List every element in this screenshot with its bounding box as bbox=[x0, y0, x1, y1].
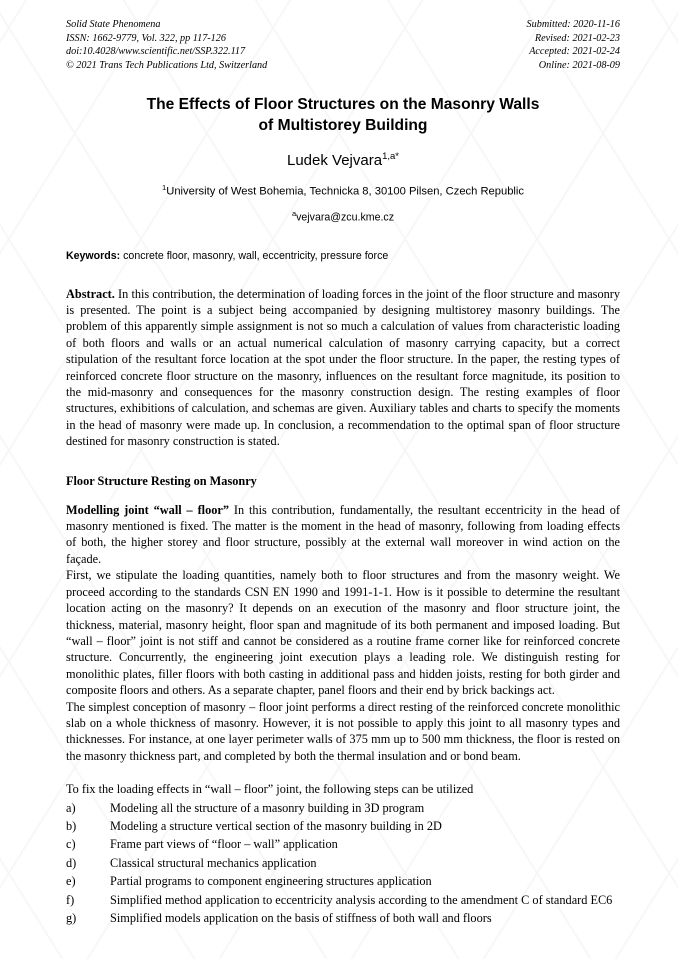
list-item-text: Partial programs to component engineering structures application bbox=[110, 874, 432, 889]
journal-header-left bbox=[66, 18, 267, 72]
paragraph-loading-quantities bbox=[66, 567, 620, 698]
list-item-marker: a) bbox=[66, 800, 76, 815]
date-accepted: Accepted: 2021-02-24 bbox=[529, 46, 620, 58]
keywords-values: concrete floor, masonry, wall, eccentricity, pressure force bbox=[123, 249, 389, 262]
paragraph-lead-label: Modelling joint “wall – floor” bbox=[66, 502, 229, 517]
author-line bbox=[66, 151, 620, 169]
paper-title-line-2: of Multistorey Building bbox=[258, 117, 428, 135]
abstract-text: In this contribution, the determination of loading forces in the joint of the floor structure and masonry is presented. The point is a subject being accompanied by designing multistorey masonry buildings. The problem of this apparently simple assignment is not so much a calculation of values from characteristic loading of both floors and walls or an actual numerical calculation of masonry carrying capacity, but a correct stipulation of the resultant force location at the spot under the floor structure. In the paper, the resting types of reinforced concrete floor structure on the masonry, influences on the resultant force magnitude, its position to the mid-masonry and consequences for the masonry construction design. The resting examples of floor structures, exhibitions of calculation, and schemas are given. Auxiliary tables and charts to specify the moments in the head of masonry were made up. In conclusion, a recommendation to the optimal span of floor structure destined for masonry construction is stated. bbox=[66, 286, 620, 449]
paragraph-text: The simplest conception of masonry – floor joint performs a direct resting of the reinforced concrete monolithic slab on a whole thickness of masonry. However, it is not possible to apply this joint to all masonry types and thicknesses. For instance, at one layer perimeter walls of 375 mm up to 500 mm thickness, the floor is rested on the masonry thickness part, and completed by both the thermal insulation and or bond beam. bbox=[66, 699, 620, 763]
journal-header bbox=[66, 18, 620, 72]
list-item-text: Modeling all the structure of a masonry building in 3D program bbox=[110, 800, 425, 815]
list-item-marker: f) bbox=[66, 892, 75, 907]
list-item bbox=[66, 836, 620, 852]
keywords-label: Keywords: bbox=[66, 249, 121, 262]
list-item-text: Classical structural mechanics application bbox=[110, 855, 317, 870]
list-item-marker: c) bbox=[66, 837, 76, 852]
email-superscript: a bbox=[291, 209, 297, 219]
list-item-text: Simplified method application to eccentricity analysis according to the amendment C of standard EC6 bbox=[110, 892, 613, 907]
paragraph-modelling-joint bbox=[66, 502, 620, 568]
author-email-line bbox=[66, 209, 620, 224]
journal-name: Solid State Phenomena bbox=[66, 19, 161, 30]
list-item bbox=[66, 855, 620, 871]
list-item bbox=[66, 873, 620, 889]
affiliation-text: University of West Bohemia, Technicka 8, 30100 Pilsen, Czech Republic bbox=[166, 186, 524, 199]
list-item bbox=[66, 892, 620, 908]
author-email: vejvara@zcu.kme.cz bbox=[296, 211, 394, 224]
list-item bbox=[66, 910, 620, 926]
affiliation-line bbox=[66, 183, 620, 198]
list-item-marker: b) bbox=[66, 818, 77, 833]
keywords-line bbox=[66, 250, 620, 262]
affiliation-superscript: 1 bbox=[162, 183, 167, 193]
paragraph-simplest-conception bbox=[66, 699, 620, 765]
paper-title-line-1: The Effects of Floor Structures on the Masonry Walls bbox=[146, 96, 540, 114]
journal-header-right bbox=[527, 18, 620, 72]
list-item-marker: g) bbox=[66, 911, 77, 926]
steps-intro: To fix the loading effects in “wall – floor” joint, the following steps can be utilized bbox=[66, 782, 474, 797]
author-name: Ludek Vejvara bbox=[287, 152, 383, 170]
journal-copyright: © 2021 Trans Tech Publications Ltd, Switzerland bbox=[66, 59, 268, 71]
author-superscript: 1,a* bbox=[382, 151, 399, 163]
date-submitted: Submitted: 2020-11-16 bbox=[526, 19, 620, 30]
list-item-marker: d) bbox=[66, 855, 77, 870]
list-item bbox=[66, 818, 620, 834]
abstract-paragraph bbox=[66, 286, 620, 450]
journal-issn-volume: ISSN: 1662-9779, Vol. 322, pp 117-126 bbox=[66, 32, 226, 44]
paragraph-text: First, we stipulate the loading quantities, namely both to floor structures and from the masonry weight. We proceed according to the standards CSN EN 1990 and 1991-1-1. How is it possible to determine the resultant location acting on the masonry? It depends on an execution of the masonry and floor structure joint, the thickness, material, masonry height, floor span and magnitude of its both permanent and imposed loading. But “wall – floor” joint is not stiff and cannot be considered as a routine frame corner like for reinforced concrete structure. Concurrently, the engineering joint execution plays a leading role. We distinguish resting for monolithic plates, filler floors with both casting in additional pass and hidden joists, resting for both girder and composite floors and others. As a separate chapter, panel floors and their end by brick backings act. bbox=[66, 568, 620, 698]
steps-list bbox=[66, 800, 620, 927]
abstract-label: Abstract. bbox=[66, 286, 115, 301]
list-item-text: Modeling a structure vertical section of the masonry building in 2D bbox=[110, 818, 442, 833]
list-item-text: Simplified models application on the basis of stiffness of both wall and floors bbox=[110, 911, 492, 926]
journal-doi: doi:10.4028/www.scientific.net/SSP.322.117 bbox=[66, 46, 246, 58]
list-item bbox=[66, 800, 620, 816]
date-revised: Revised: 2021-02-23 bbox=[534, 32, 620, 44]
list-item-marker: e) bbox=[66, 874, 76, 889]
paper-title bbox=[66, 94, 620, 136]
section-heading: Floor Structure Resting on Masonry bbox=[66, 473, 257, 488]
paragraph-text: In this contribution, fundamentally, the resultant eccentricity in the head of masonry mentioned is fixed. The matter is the moment in the head of masonry, following from loading effects of both, the higher storey and floor structure, possibly at the external wall moreover in wind action on the façade. bbox=[66, 502, 620, 566]
list-item-text: Frame part views of “floor – wall” application bbox=[110, 837, 338, 852]
date-online: Online: 2021-08-09 bbox=[538, 59, 620, 71]
